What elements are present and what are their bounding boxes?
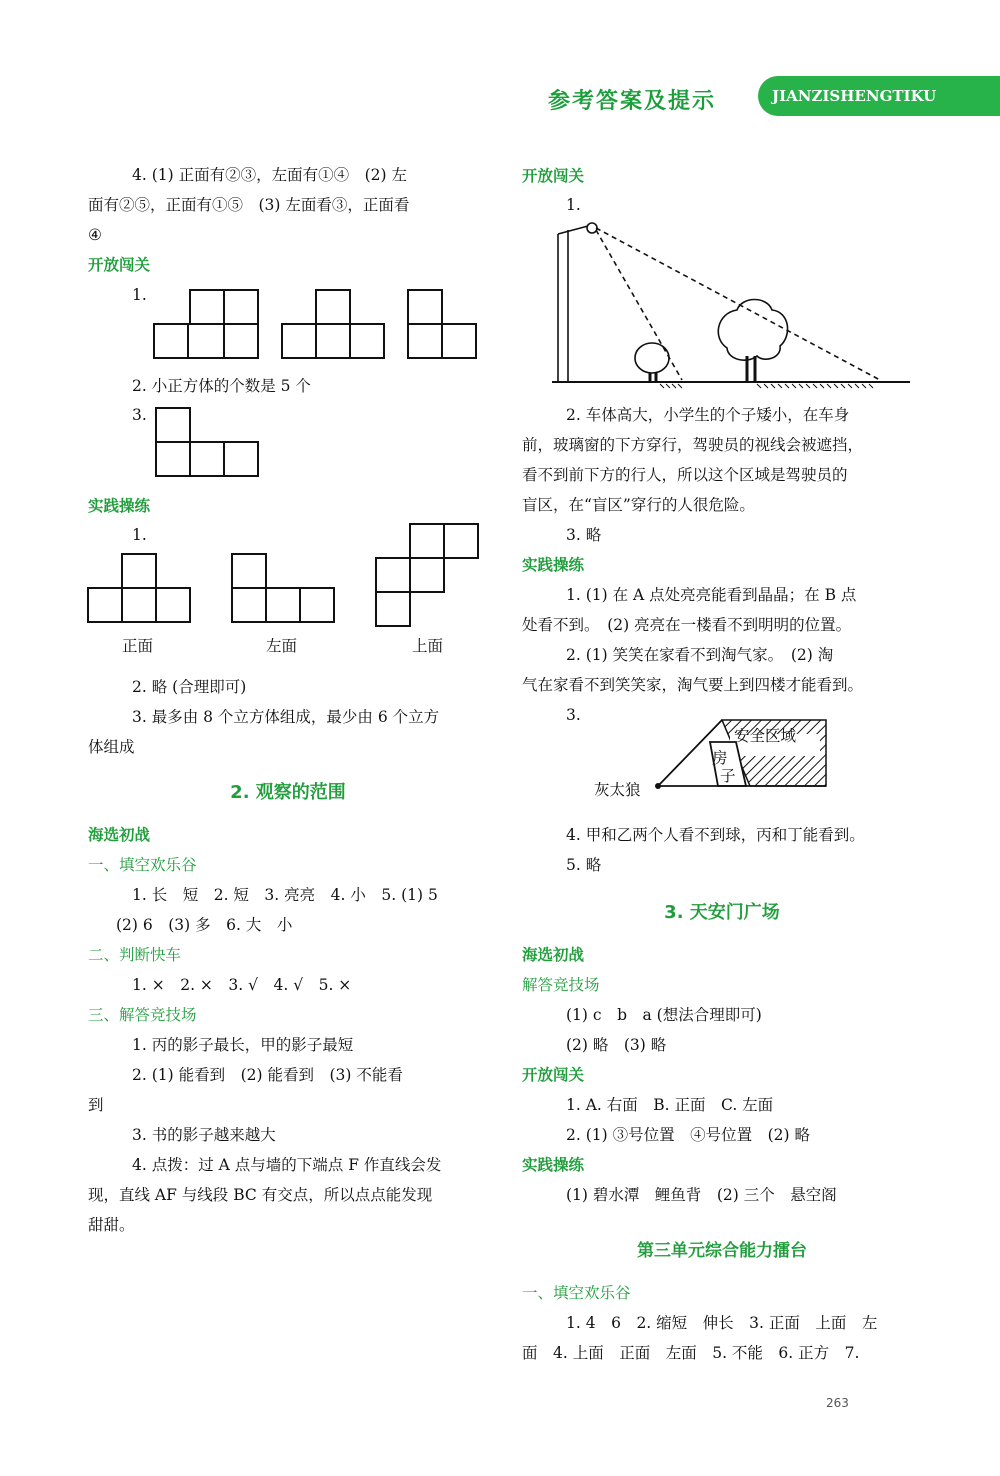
answer-heading: 三、解答竞技场 <box>88 1006 197 1024</box>
square <box>408 324 442 358</box>
view-label-front: 正面 <box>122 637 154 655</box>
lamp-shadow-diagram <box>552 218 912 390</box>
house-label-2: 子 <box>720 767 736 785</box>
right-column-1 <box>522 400 922 730</box>
open-1-label: 1. <box>132 286 147 304</box>
square <box>224 324 258 358</box>
square <box>224 442 258 476</box>
right-column-3 <box>522 940 922 1210</box>
small-tree-icon <box>635 343 669 373</box>
square <box>122 588 156 622</box>
square <box>316 324 350 358</box>
q4-line-2: 面有②⑤，正面有①⑤ (3) 左面看③，正面看 <box>88 196 410 214</box>
practice-3-line-1: 3. 最多由 8 个立方体组成，最少由 6 个立方 <box>132 708 440 726</box>
square <box>266 588 300 622</box>
r-practice-line-5: 3. <box>566 706 581 724</box>
r-answer-line-1: (1) c b a (想法合理即可) <box>566 1006 762 1024</box>
square <box>410 558 444 592</box>
left-column <box>88 160 488 280</box>
page-number: 263 <box>826 1396 849 1410</box>
left-column-3 <box>88 820 488 1240</box>
square <box>410 524 444 558</box>
fill-line-1: 1. 长 短 2. 短 3. 亮亮 4. 小 5. (1) 5 <box>132 886 438 904</box>
square <box>188 324 224 358</box>
open-heading: 开放闯关 <box>88 256 151 274</box>
header-title: 参考答案及提示 <box>548 88 717 114</box>
answer-line-7: 甜甜。 <box>88 1216 135 1234</box>
header-band-text: JIANZISHENGTIKU <box>772 87 937 105</box>
right-open-1-label: 1. <box>566 196 581 214</box>
square <box>122 554 156 588</box>
answer-line-6: 现，直线 AF 与线段 BC 有交点，所以点点能发现 <box>88 1186 433 1204</box>
view-label-top: 上面 <box>412 637 444 655</box>
haixuan-heading: 海选初战 <box>88 826 151 844</box>
square <box>408 290 442 324</box>
answer-line-2: 2. (1) 能看到 (2) 能看到 (3) 不能看 <box>132 1066 403 1084</box>
r-answer-heading: 解答竞技场 <box>522 976 600 994</box>
r-fill-line-1: 1. 4 6 2. 缩短 伸长 3. 正面 上面 左 <box>566 1314 878 1332</box>
practice-heading: 实践操练 <box>88 496 151 515</box>
q4-line-1: 4. (1) 正面有②③，左面有①④ (2) 左 <box>132 166 407 184</box>
three-views <box>84 520 484 628</box>
r-open-2-line-1: 2. 车体高大，小学生的个子矮小，在车身 <box>566 406 850 424</box>
r-open2-heading: 开放闯关 <box>522 1066 585 1084</box>
answer-line-1: 1. 丙的影子最长，甲的影子最短 <box>132 1036 354 1054</box>
square <box>376 558 410 592</box>
r-fill-heading: 一、填空欢乐谷 <box>522 1284 631 1302</box>
section-title-range: 2. 观察的范围 <box>230 782 346 803</box>
fill-heading: 一、填空欢乐谷 <box>88 856 197 874</box>
q4-line-3: ④ <box>88 226 102 244</box>
square <box>190 442 224 476</box>
r-open-3: 3. 略 <box>566 526 602 544</box>
r-practice-line-2: 处看不到。 (2) 亮亮在一楼看不到明明的位置。 <box>522 616 852 634</box>
section-title-tiananmen: 3. 天安门广场 <box>664 902 780 923</box>
practice-2: 2. 略 (合理即可) <box>132 678 247 696</box>
practice-3-line-2: 体组成 <box>88 738 135 756</box>
right-open-heading: 开放闯关 <box>522 166 585 185</box>
fill-line-2: (2) 6 (3) 多 6. 大 小 <box>116 916 293 934</box>
square <box>224 290 258 324</box>
left-column-2 <box>88 672 488 762</box>
r-practice2-line: (1) 碧水潭 鲤鱼背 (2) 三个 悬空阁 <box>566 1186 837 1204</box>
square <box>376 592 410 626</box>
square <box>232 588 266 622</box>
r-open-2-line-4: 盲区，在“盲区”穿行的人很危险。 <box>522 496 755 514</box>
r-open2-line-2: 2. (1) ③号位置 ④号位置 (2) 略 <box>566 1126 810 1144</box>
open-3-label: 3. <box>132 406 147 424</box>
wolf-point-icon <box>655 783 661 789</box>
square <box>88 588 122 622</box>
right-column-2 <box>522 820 922 880</box>
answer-line-5: 4. 点拨：过 A 点与墙的下端点 F 作直线会发 <box>132 1156 442 1174</box>
open-3-figure <box>152 406 264 478</box>
square <box>442 324 476 358</box>
square <box>190 290 224 324</box>
square <box>154 324 188 358</box>
judge-line: 1. × 2. × 3. √ 4. √ 5. × <box>132 976 352 994</box>
lamp-pole <box>558 226 588 234</box>
answer-line-4: 3. 书的影子越来越大 <box>132 1126 276 1144</box>
square <box>350 324 384 358</box>
r-open-2-line-3: 看不到前下方的行人，所以这个区域是驾驶员的 <box>522 466 848 484</box>
r-practice-line-1: 1. (1) 在 A 点处亮亮能看到晶晶；在 B 点 <box>566 586 857 604</box>
r-after-line-1: 4. 甲和乙两个人看不到球，丙和丁能看到。 <box>566 826 865 844</box>
r-practice2-heading: 实践操练 <box>522 1156 585 1174</box>
house-label-1: 房 <box>712 749 728 767</box>
square <box>156 442 190 476</box>
unit-title: 第三单元综合能力擂台 <box>637 1241 807 1261</box>
square <box>232 554 266 588</box>
r-haixuan: 海选初战 <box>522 946 585 964</box>
view-label-left: 左面 <box>266 637 298 655</box>
big-tree-icon <box>718 300 787 361</box>
safe-zone-label: 安全区域 <box>734 727 797 745</box>
open-1-figures <box>150 288 490 362</box>
right-column-4 <box>522 1278 922 1368</box>
r-fill-line-2: 面 4. 上面 正面 左面 5. 不能 6. 正方 7. <box>522 1344 860 1362</box>
judge-heading: 二、判断快车 <box>88 946 182 964</box>
square <box>156 408 190 442</box>
r-open2-line-1: 1. A. 右面 B. 正面 C. 左面 <box>566 1096 774 1114</box>
r-after-line-2: 5. 略 <box>566 856 602 874</box>
r-practice-line-3: 2. (1) 笑笑在家看不到淘气家。 (2) 淘 <box>566 646 834 664</box>
r-open-2-line-2: 前，玻璃窗的下方穿行，驾驶员的视线会被遮挡， <box>522 436 864 454</box>
practice-1-label: 1. <box>132 526 147 544</box>
open-2-text: 2. 小正方体的个数是 5 个 <box>132 377 311 395</box>
square <box>316 290 350 324</box>
square <box>300 588 334 622</box>
r-answer-line-2: (2) 略 (3) 略 <box>566 1036 667 1054</box>
square <box>444 524 478 558</box>
lamp-icon <box>587 223 597 233</box>
wolf-label: 灰太狼 <box>594 781 641 799</box>
r-practice-line-4: 气在家看不到笑笑家，淘气要上到四楼才能看到。 <box>522 676 864 694</box>
square <box>156 588 190 622</box>
r-practice-heading: 实践操练 <box>522 556 585 574</box>
answer-line-3: 到 <box>88 1096 104 1114</box>
header-band <box>758 76 1000 116</box>
square <box>282 324 316 358</box>
